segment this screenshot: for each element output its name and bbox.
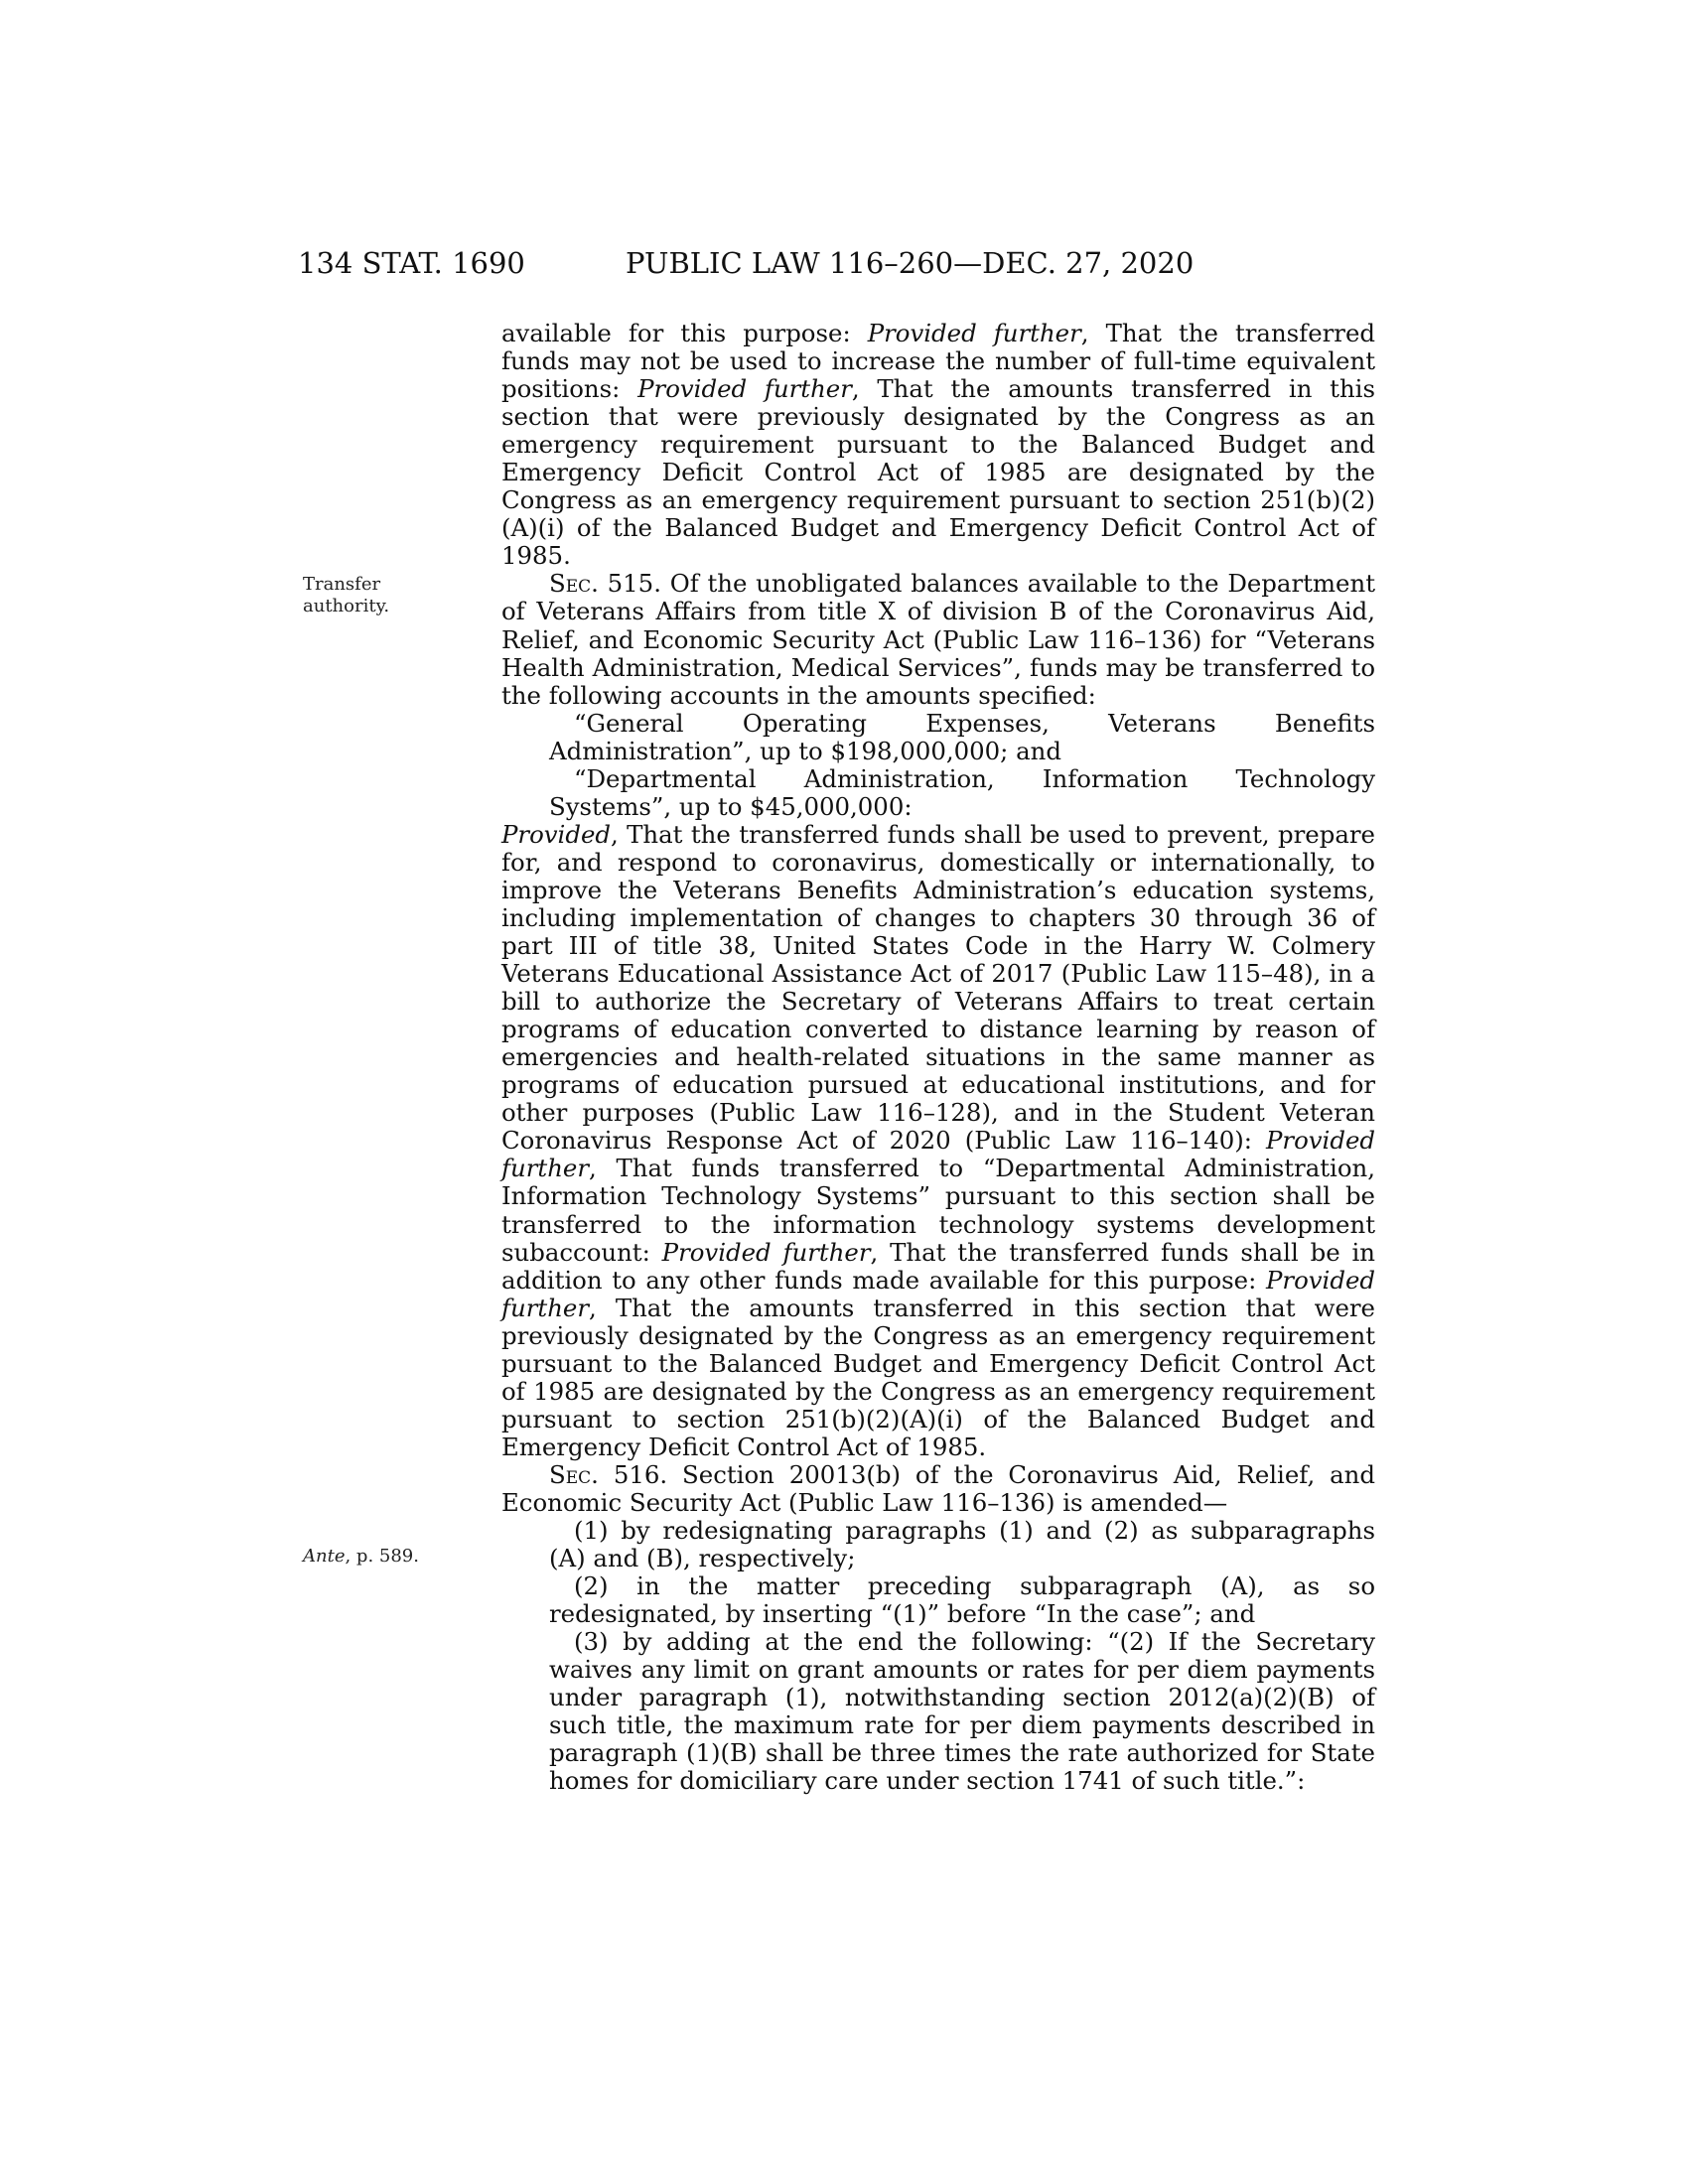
page-header bbox=[298, 246, 1370, 286]
running-title: PUBLIC LAW 116–260—DEC. 27, 2020 bbox=[626, 246, 1195, 280]
account-quote-1: “General Operating Expenses, Veterans Benefits Administration”, up to $198,000,000; and bbox=[549, 708, 1375, 765]
text-run: , That the amounts transferred in this section that were previously designated by the Congress as an emergency requirement pursuant to the Balanced Budget and Emergency Deficit Control Act of 1985 are designated by the Congress as an emergency requirement pursuant to section 251(b)(2)(A)(i) of the Balanced Budget and Emergency Deficit Control Act of 1985. bbox=[501, 374, 1375, 571]
section-516 bbox=[501, 1461, 1375, 1517]
section-number: . 516. bbox=[591, 1459, 683, 1489]
proviso-italic: Provided bbox=[501, 819, 611, 849]
account-quote-2: “Departmental Administration, Information Technology Systems”, up to $45,000,000: bbox=[549, 763, 1375, 821]
margin-note-ante-page: , p. 589. bbox=[345, 1546, 419, 1567]
proviso-italic: Provided further bbox=[501, 1265, 1375, 1322]
proviso-italic: Provided further bbox=[501, 1126, 1375, 1183]
text-run: , That the transferred funds may not be used to increase the number of full-time equivalent positions: bbox=[501, 319, 1376, 404]
text-run: , That the amounts transferred in this section that were previously designated by the Congress as an emergency requirement pursuant to the Balanced Budget and Emergency Deficit Control Act of 1985 are designated by the Congress as an emergency requirement pursuant to section 251(b)(2)(A)(i) of the Balanced Budget and Emergency Deficit Control Act of 1985. bbox=[501, 1293, 1375, 1461]
section-515 bbox=[501, 570, 1375, 709]
proviso-italic: Provided further bbox=[661, 1237, 871, 1267]
margin-note-line: Transfer bbox=[303, 574, 381, 595]
amendment-item-2: (2) in the matter preceding subparagraph (A), as so redesignated, by inserting “(1)” before “In the case”; and bbox=[549, 1571, 1375, 1629]
document-body bbox=[501, 320, 1375, 1795]
text-run: Of the unobligated balances available to the Department of Veterans Affairs from title X of division B of the Coronavirus Aid, Relief, and Economic Security Act (Public Law 116–136) for “Veterans Health Administration, Medical Services”, funds may be transferred to the following accounts in the amounts specified: bbox=[501, 569, 1375, 710]
proviso-italic: Provided further bbox=[867, 319, 1081, 347]
section-label: Sec bbox=[549, 569, 592, 599]
proviso-italic: Provided further bbox=[637, 374, 852, 404]
section-number: . 515. bbox=[591, 569, 670, 599]
margin-note-line: authority. bbox=[303, 596, 390, 616]
amendment-item-1: (1) by redesignating paragraphs (1) and (2) as subparagraphs (A) and (B), respectively; bbox=[549, 1516, 1375, 1573]
paragraph-continuation bbox=[501, 320, 1375, 570]
stat-page-number: 134 STAT. 1690 bbox=[298, 246, 525, 280]
margin-note-ante bbox=[303, 1546, 419, 1568]
amendment-item-3: (3) by adding at the end the following: “(2) If the Secretary waives any limit on grant amounts or rates for per diem payments under paragraph (1), notwithstanding section 2012(a)(2)(B) of such title, the maximum rate for per diem payments described in paragraph (1)(B) shall be three times the rate authorized for State homes for domiciliary care under section 1741 of such title.”: bbox=[549, 1627, 1375, 1796]
margin-note-ante-italic: Ante bbox=[303, 1546, 346, 1567]
text-run: available for this purpose: bbox=[501, 319, 868, 347]
paragraph-proviso bbox=[501, 821, 1375, 1461]
margin-note-transfer-authority bbox=[303, 574, 389, 617]
text-run: , That funds transferred to “Departmental Administration, Information Technology Systems” pursuant to this section shall be transferred to the information technology systems development subaccount: bbox=[501, 1154, 1375, 1267]
section-label: Sec bbox=[549, 1459, 592, 1489]
text-run: Section 20013(b) of the Coronavirus Aid, Relief, and Economic Security Act (Public Law 116–136) is amended— bbox=[501, 1459, 1375, 1517]
text-run: , That the transferred funds shall be in addition to any other funds made available for this purpose: bbox=[501, 1237, 1375, 1295]
text-run: , That the transferred funds shall be used to prevent, prepare for, and respond to coronavirus, domestically or internationally, to improve the Veterans Benefits Administration’s education systems, including implementation of changes to chapters 30 through 36 of part III of title 38, United States Code in the Harry W. Colmery Veterans Educational Assistance Act of 2017 (Public Law 115–48), in a bill to authorize the Secretary of Veterans Affairs to treat certain programs of education converted to distance learning by reason of emergencies and health-related situations in the same manner as programs of education pursued at educational institutions, and for other purposes (Public Law 116–128), and in the Student Veteran Coronavirus Response Act of 2020 (Public Law 116–140): bbox=[501, 819, 1375, 1156]
